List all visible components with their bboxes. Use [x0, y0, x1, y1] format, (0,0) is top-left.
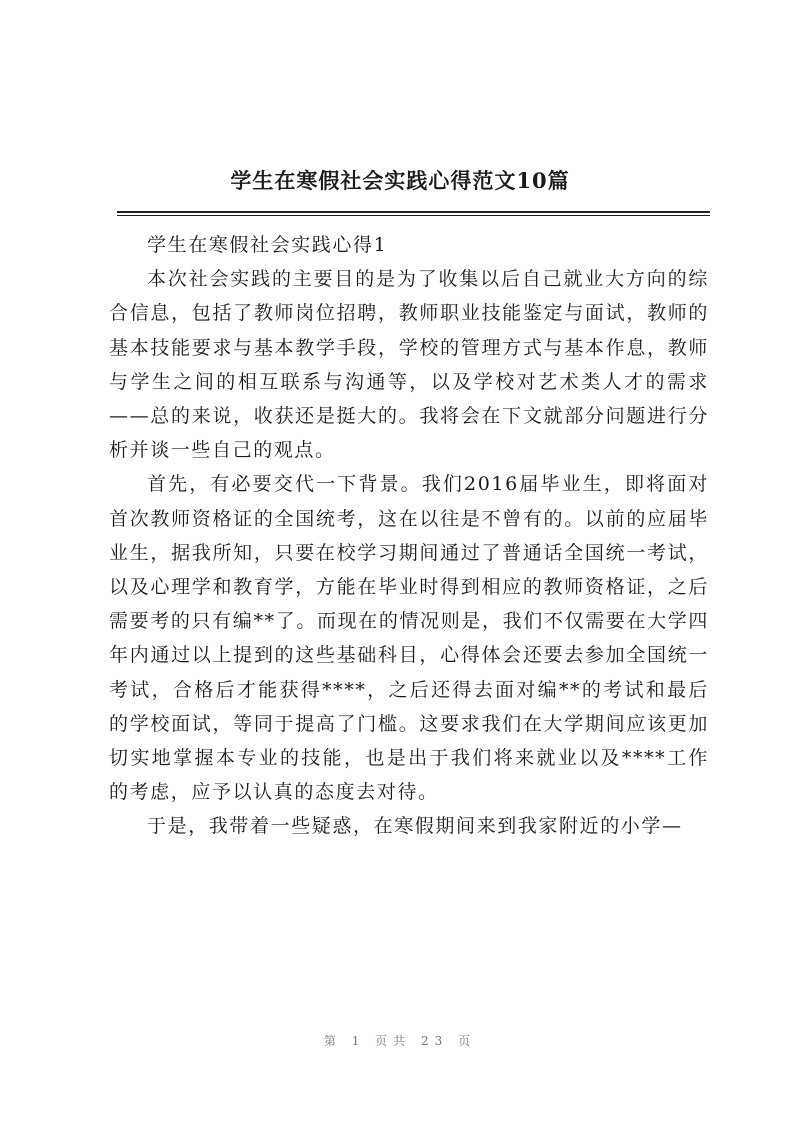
- footer-suffix: 页: [458, 1034, 477, 1048]
- paragraph: 于是，我带着一些疑惑，在寒假期间来到我家附近的小学—: [147, 815, 683, 838]
- paragraph: 首先，有必要交代一下背景。我们2016届毕业生，即将面对首次教师资格证的全国统考，这在以往是不曾有的。以前的应届毕业生，据我所知，只要在校学习期间通过了普通话全国统一考试，以及心理学和教育学，方能在毕业时得到相应的教师资格证，之后需要考的只有编**了。而现在的情况则是，我们不仅需要在大学四年内通过以上提到的这些基础科目，心得体会还要去参加全国统一考试，合格后才能获得****，之后还得去面对编**的考试和最后的学校面试，等同于提高了门槛。这要求我们在大学期间应该更加切实地掌握本专业的技能，也是出于我们将来就业以及****工作的考虑，应予以认真的态度去对待。: [109, 473, 709, 804]
- title-divider: [117, 211, 710, 216]
- page-footer: [0, 1032, 800, 1049]
- document-body: [109, 228, 709, 844]
- total-pages: 23: [421, 1034, 449, 1048]
- footer-mid: 页共: [375, 1034, 412, 1048]
- document-title: 学生在寒假社会实践心得范文10篇: [230, 168, 570, 193]
- paragraph: 本次社会实践的主要目的是为了收集以后自己就业大方向的综合信息，包括了教师岗位招聘，教师职业技能鉴定与面试，教师的基本技能要求与基本教学手段，学校的管理方式与基本作息，教师与学生之间的相互联系与沟通等，以及学校对艺术类人才的需求——总的来说，收获还是挺大的。我将会在下文就部分问题进行分析并谈一些自己的观点。: [109, 268, 709, 462]
- section-heading: 学生在寒假社会实践心得1: [147, 234, 388, 256]
- current-page-number: 1: [351, 1034, 366, 1048]
- footer-prefix: 第: [323, 1034, 342, 1048]
